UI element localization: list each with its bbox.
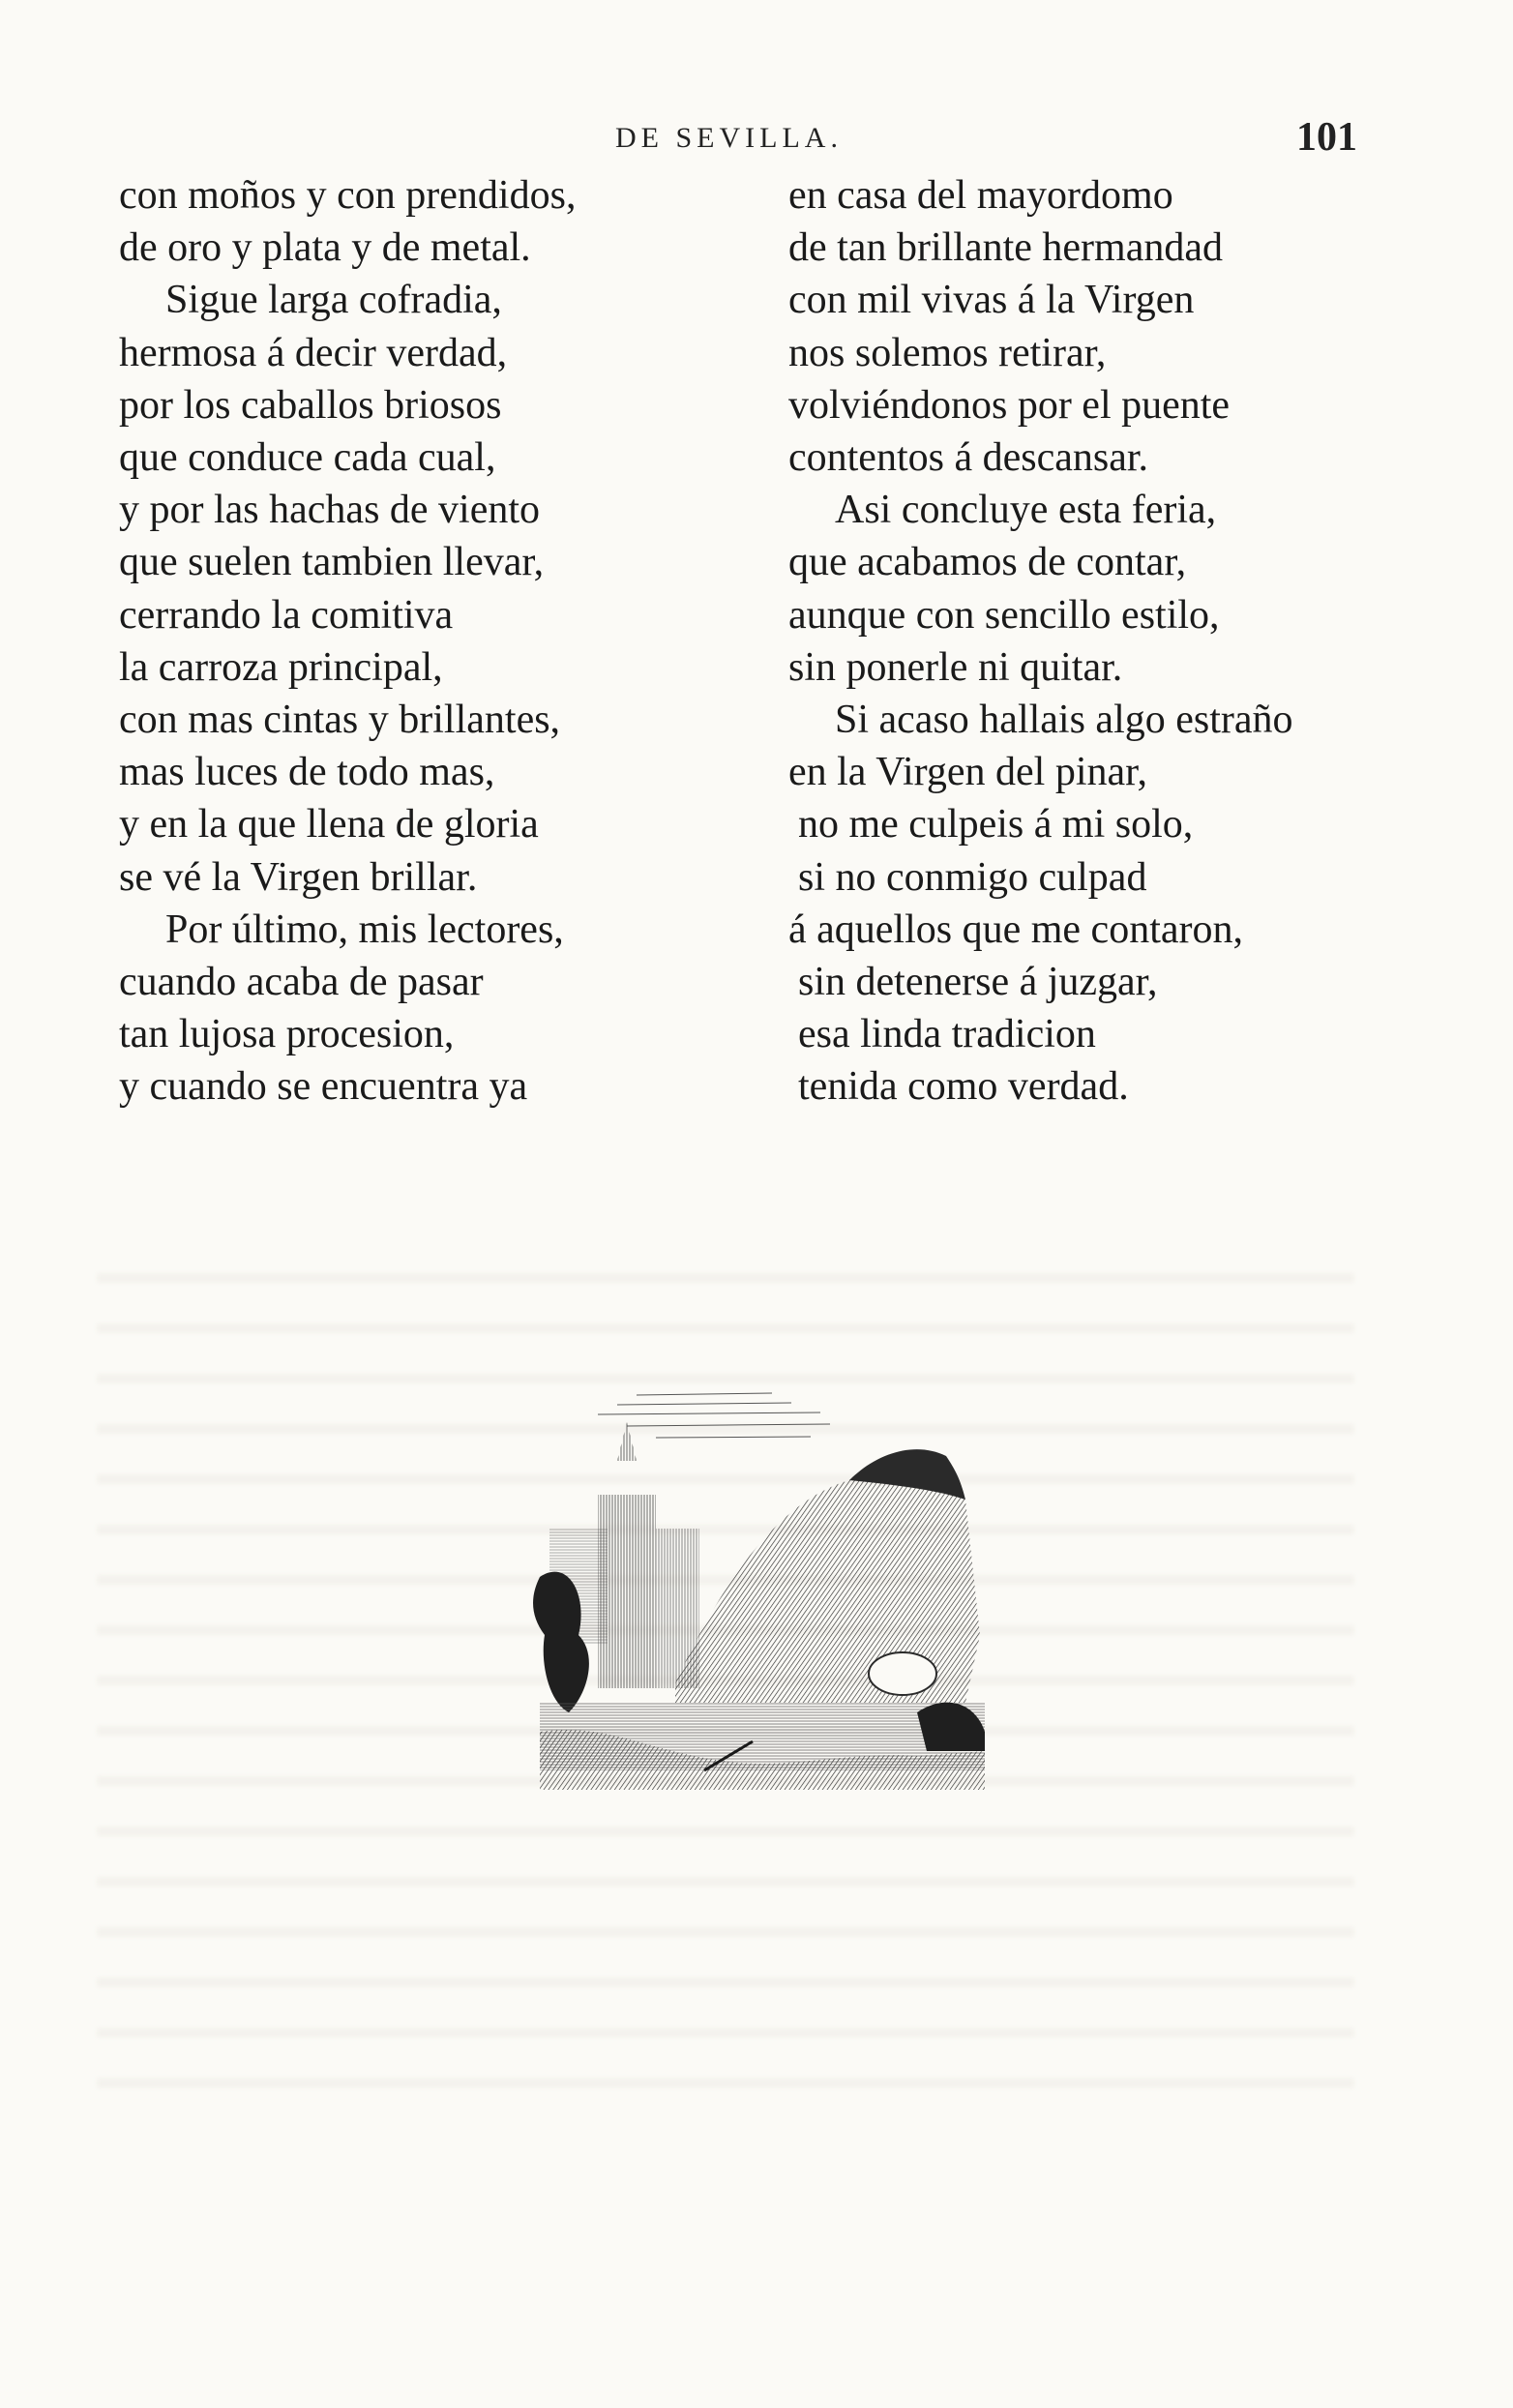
verse-line: en la Virgen del pinar, [788, 750, 1147, 795]
verse-line: en casa del mayordomo [788, 173, 1173, 218]
verse-line: con mil vivas á la Virgen [788, 278, 1195, 323]
verse-line: si no conmigo culpad [798, 854, 1147, 900]
running-head: DE SEVILLA. [615, 122, 843, 154]
verse-line: mas luces de todo mas, [119, 750, 495, 795]
verse-line: nos solemos retirar, [788, 330, 1107, 375]
verse-line: cerrando la comitiva [119, 592, 454, 638]
verse-line: y por las hachas de viento [119, 488, 541, 533]
verse-line: no me culpeis á mi solo, [798, 802, 1194, 847]
verse-line: de tan brillante hermandad [788, 225, 1223, 271]
verse-line: y en la que llena de gloria [119, 802, 539, 847]
verse-line: sin detenerse á juzgar, [798, 960, 1158, 1005]
verse-line: Si acaso hallais algo estraño [835, 698, 1293, 743]
verse-line: que suelen tambien llevar, [119, 540, 545, 585]
verse-line: contentos á descansar. [788, 435, 1149, 481]
verse-line: que conduce cada cual, [119, 435, 496, 481]
verse-line: Asi concluye esta feria, [835, 488, 1217, 533]
verse-line: de oro y plata y de metal. [119, 225, 531, 271]
verse-line: y cuando se encuentra ya [119, 1064, 528, 1110]
verse-line: Por último, mis lectores, [165, 907, 564, 952]
verse-line: por los caballos briosos [119, 382, 502, 428]
verse-line: tan lujosa procesion, [119, 1012, 455, 1057]
verse-line: se vé la Virgen brillar. [119, 854, 478, 900]
verse-line: aunque con sencillo estilo, [788, 592, 1220, 638]
right-verse-column [788, 169, 1330, 1114]
landscape-vignette-icon [530, 1383, 994, 1828]
verse-line: con moños y con prendidos, [119, 173, 577, 218]
verse-line: sin ponerle ni quitar. [788, 644, 1123, 690]
verse-line: que acabamos de contar, [788, 540, 1187, 585]
verse-line: tenida como verdad. [798, 1064, 1129, 1110]
verse-line: á aquellos que me contaron, [788, 907, 1243, 952]
verse-line: Sigue larga cofradia, [165, 278, 502, 323]
verse-line: la carroza principal, [119, 644, 443, 690]
verse-line: volviéndonos por el puente [788, 382, 1231, 428]
left-verse-column [119, 169, 661, 1114]
page-number: 101 [1296, 115, 1357, 160]
verse-line: con mas cintas y brillantes, [119, 698, 561, 743]
verse-line: esa linda tradicion [798, 1012, 1096, 1057]
verse-line: hermosa á decir verdad, [119, 330, 508, 375]
verse-line: cuando acaba de pasar [119, 960, 484, 1005]
